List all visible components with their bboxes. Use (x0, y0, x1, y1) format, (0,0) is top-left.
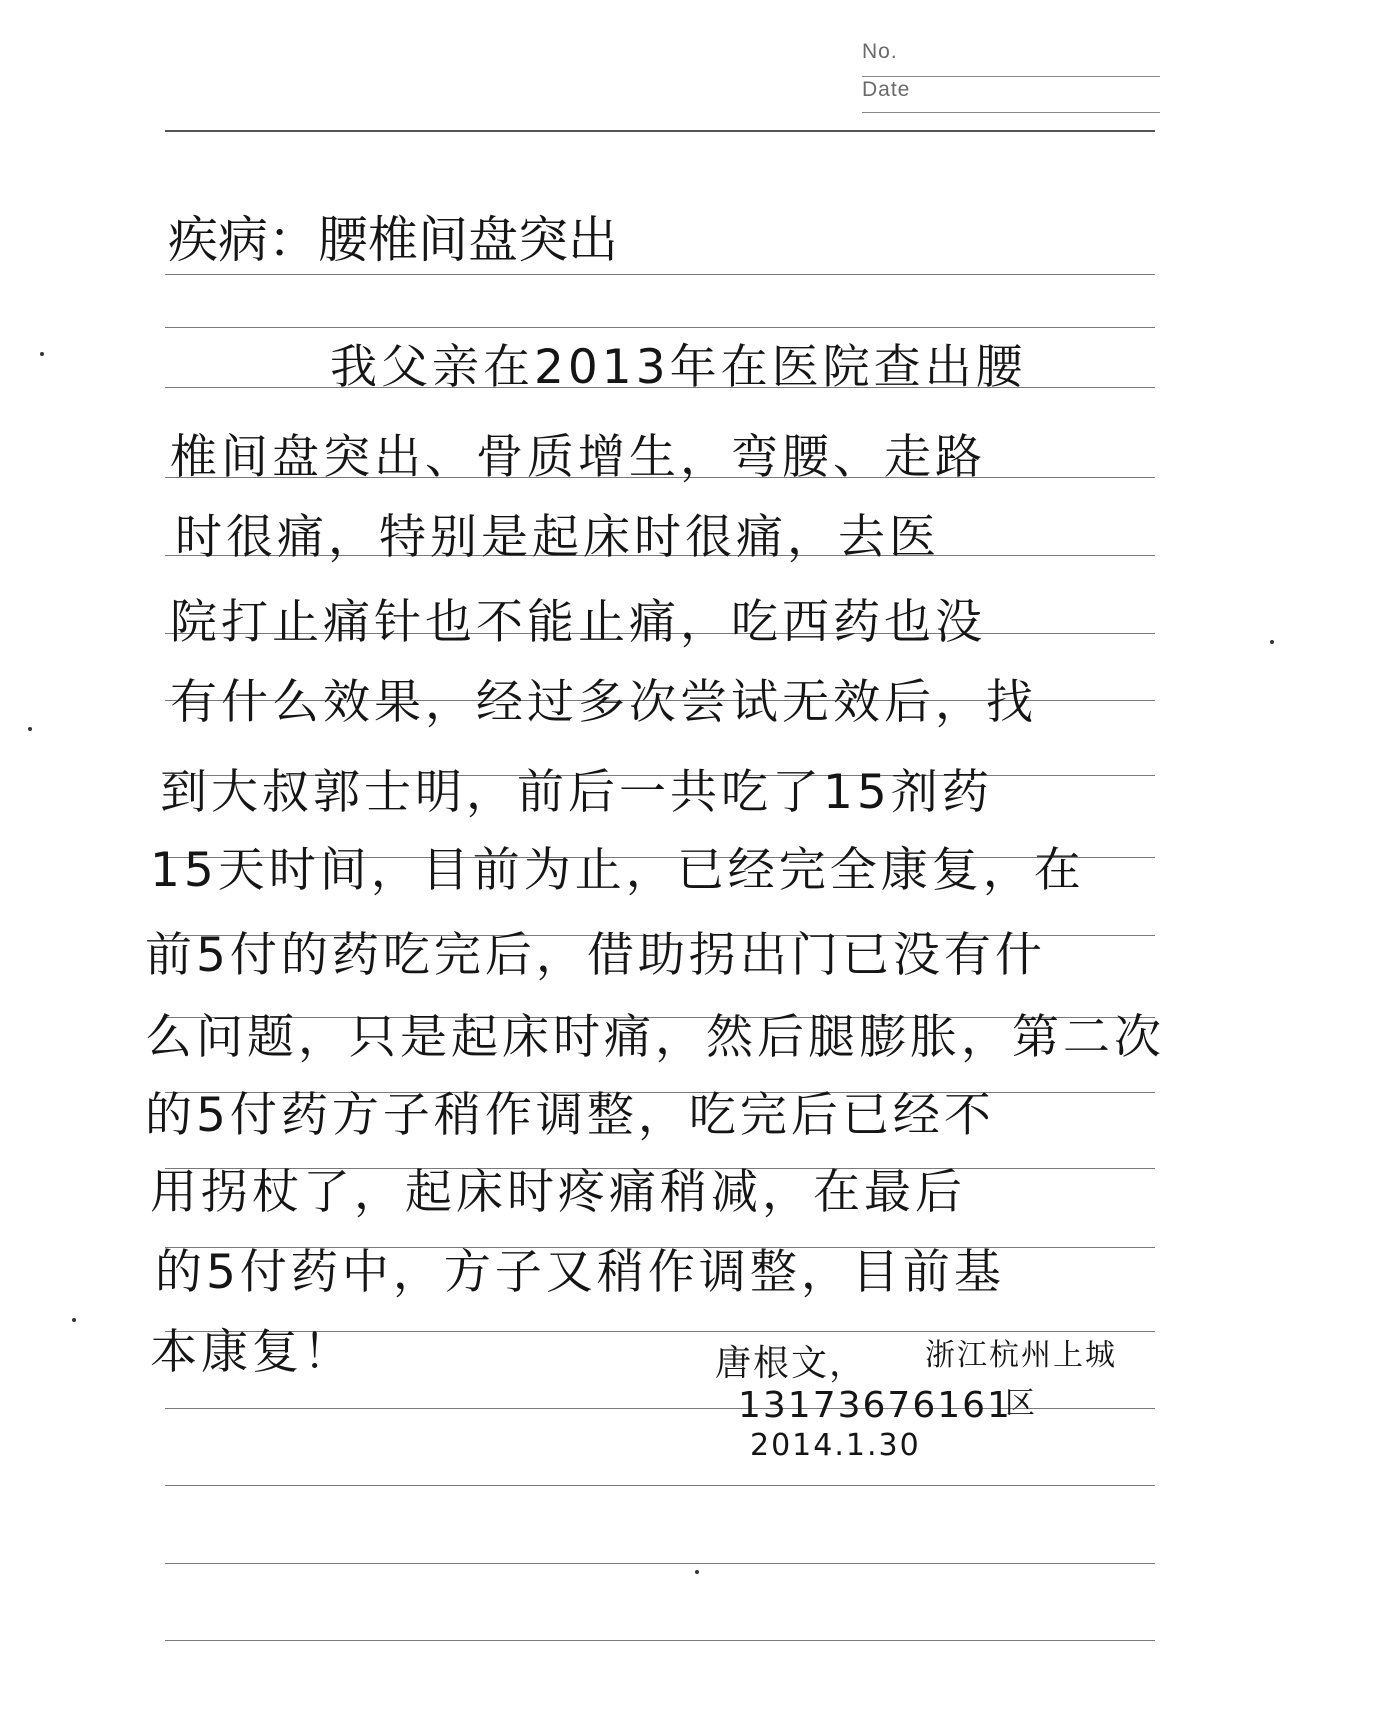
signature-date: 2014.1.30 (750, 1428, 921, 1463)
scan-speck (695, 1570, 699, 1574)
body-line: 椎间盘突出、骨质增生，弯腰、走路 (170, 430, 986, 485)
signature-phone: 13173676161 (738, 1385, 1012, 1426)
body-line: 时很痛，特别是起床时很痛，去医 (175, 510, 940, 565)
body-line: 本康复！ (150, 1325, 354, 1380)
body-line: 的5付药中，方子又稍作调整，目前基 (155, 1245, 1005, 1300)
body-line: 我父亲在2013年在医院查出腰 (330, 340, 1027, 395)
rule-line (165, 327, 1155, 328)
no-field-line (862, 76, 1160, 77)
body-line: 前5付的药吃完后，借助拐出门已没有什 (145, 928, 1046, 983)
scan-speck (28, 727, 32, 731)
scan-speck (40, 352, 44, 356)
page-title: 疾病：腰椎间盘突出 (168, 211, 618, 269)
signature-address-line1: 浙江杭州上城 (925, 1338, 1117, 1373)
date-field-line (862, 112, 1160, 113)
scan-speck (72, 1318, 76, 1322)
rule-line (165, 130, 1155, 132)
signature-address-line2: 区 (1005, 1386, 1037, 1421)
rule-line (165, 1563, 1155, 1564)
signature-name: 唐根文， (715, 1343, 868, 1384)
rule-line (165, 274, 1155, 275)
body-line: 用拐杖了，起床时疼痛稍减，在最后 (150, 1165, 966, 1220)
rule-line (165, 1485, 1155, 1486)
no-label: No. (862, 40, 898, 63)
body-line: 到大叔郭士明，前后一共吃了15剂药 (160, 765, 993, 820)
body-line: 的5付药方子稍作调整，吃完后已经不 (145, 1088, 995, 1143)
body-line: 有什么效果，经过多次尝试无效后，找 (170, 675, 1037, 730)
date-label: Date (862, 78, 911, 101)
body-line: 么问题，只是起床时痛，然后腿膨胀，第二次 (145, 1010, 1165, 1065)
body-line: 院打止痛针也不能止痛，吃西药也没 (170, 595, 986, 650)
scan-speck (1270, 640, 1274, 644)
body-line: 15天时间，目前为止，已经完全康复，在 (150, 843, 1085, 898)
rule-line (165, 1640, 1155, 1641)
